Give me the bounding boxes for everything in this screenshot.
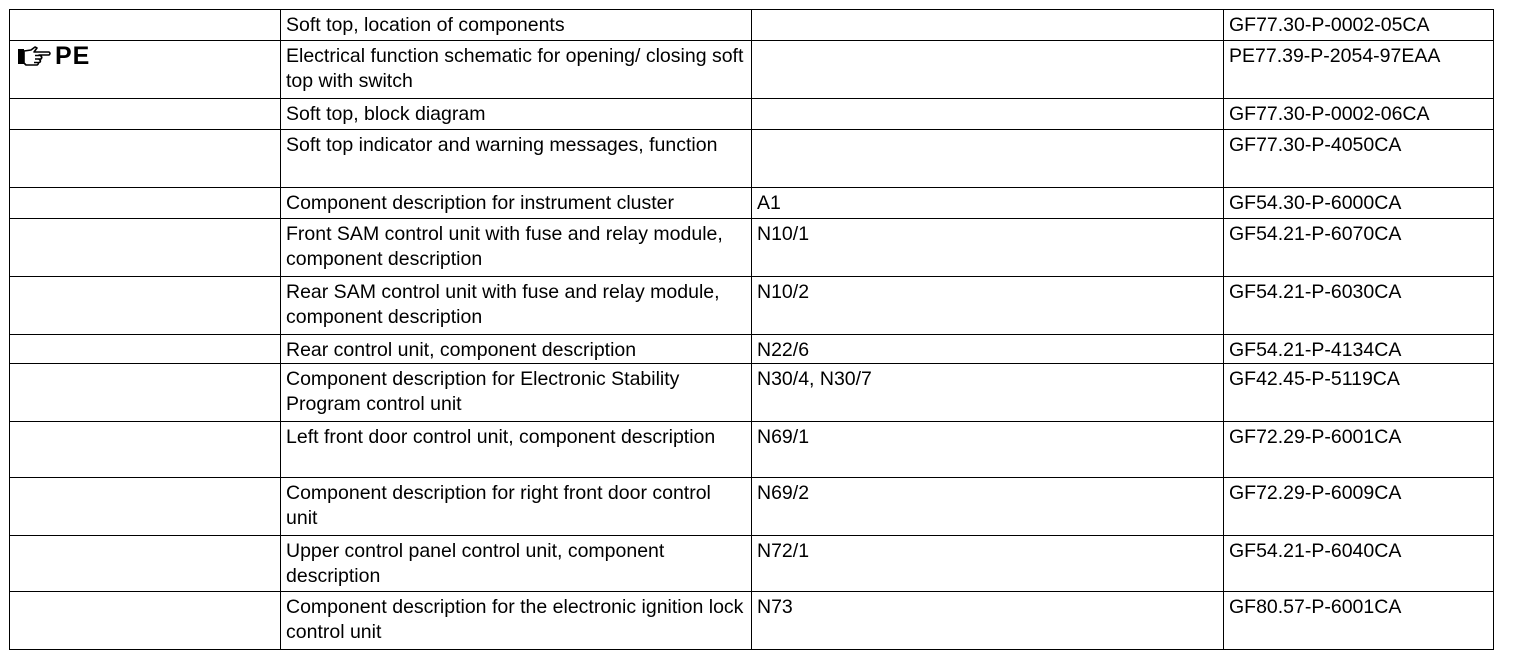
row-title: Soft top indicator and warning messages, function xyxy=(281,130,752,188)
row-reference[interactable]: GF42.45-P-5119CA xyxy=(1224,364,1494,422)
row-title: Upper control panel control unit, component description xyxy=(281,536,752,592)
pointing-hand-icon xyxy=(17,46,51,68)
row-reference[interactable]: GF72.29-P-6009CA xyxy=(1224,478,1494,536)
row-reference[interactable]: GF77.30-P-4050CA xyxy=(1224,130,1494,188)
table-row xyxy=(10,478,1494,536)
marker-cell xyxy=(10,536,281,592)
row-component: N30/4, N30/7 xyxy=(752,364,1224,422)
table-row xyxy=(10,10,1494,41)
row-component xyxy=(752,10,1224,41)
row-reference[interactable]: GF72.29-P-6001CA xyxy=(1224,422,1494,478)
row-reference[interactable]: GF54.30-P-6000CA xyxy=(1224,188,1494,219)
row-reference[interactable]: GF77.30-P-0002-06CA xyxy=(1224,99,1494,130)
table-row xyxy=(10,219,1494,277)
marker-cell xyxy=(10,335,281,364)
row-component: N72/1 xyxy=(752,536,1224,592)
row-reference[interactable]: GF54.21-P-6030CA xyxy=(1224,277,1494,335)
table-row xyxy=(10,592,1494,650)
marker-cell xyxy=(10,422,281,478)
row-component xyxy=(752,130,1224,188)
row-component: A1 xyxy=(752,188,1224,219)
marker-cell xyxy=(10,364,281,422)
row-title: Soft top, location of components xyxy=(281,10,752,41)
table-row xyxy=(10,277,1494,335)
table-row xyxy=(10,422,1494,478)
marker-cell xyxy=(10,10,281,41)
marker-cell xyxy=(10,478,281,536)
row-reference[interactable]: GF54.21-P-6040CA xyxy=(1224,536,1494,592)
table-row xyxy=(10,335,1494,364)
marker-cell xyxy=(10,219,281,277)
table-row xyxy=(10,130,1494,188)
table-row xyxy=(10,364,1494,422)
marker-cell xyxy=(10,277,281,335)
row-component: N73 xyxy=(752,592,1224,650)
row-title: Front SAM control unit with fuse and relay module, component description xyxy=(281,219,752,277)
row-title: Component description for the electronic ignition lock control unit xyxy=(281,592,752,650)
row-component xyxy=(752,41,1224,99)
row-component xyxy=(752,99,1224,130)
row-component: N10/1 xyxy=(752,219,1224,277)
row-reference[interactable]: GF54.21-P-6070CA xyxy=(1224,219,1494,277)
table-row xyxy=(10,188,1494,219)
marker-cell xyxy=(10,130,281,188)
row-component: N22/6 xyxy=(752,335,1224,364)
pe-marker-label: PE xyxy=(55,42,91,70)
row-title: Component description for instrument cluster xyxy=(281,188,752,219)
marker-cell xyxy=(10,592,281,650)
row-component: N10/2 xyxy=(752,277,1224,335)
row-title: Component description for Electronic Stability Program control unit xyxy=(281,364,752,422)
row-reference[interactable]: GF54.21-P-4134CA xyxy=(1224,335,1494,364)
row-title: Left front door control unit, component description xyxy=(281,422,752,478)
row-title: Rear SAM control unit with fuse and relay module, component description xyxy=(281,277,752,335)
table-row xyxy=(10,536,1494,592)
row-component: N69/1 xyxy=(752,422,1224,478)
row-title: Rear control unit, component description xyxy=(281,335,752,364)
table-row xyxy=(10,41,1494,99)
table-row xyxy=(10,99,1494,130)
row-reference[interactable]: PE77.39-P-2054-97EAA xyxy=(1224,41,1494,99)
row-title: Component description for right front door control unit xyxy=(281,478,752,536)
marker-cell xyxy=(10,99,281,130)
marker-cell xyxy=(10,188,281,219)
row-title: Electrical function schematic for opening/ closing soft top with switch xyxy=(281,41,752,99)
marker-cell xyxy=(10,41,281,99)
component-reference-table xyxy=(9,9,1494,650)
row-component: N69/2 xyxy=(752,478,1224,536)
row-reference[interactable]: GF80.57-P-6001CA xyxy=(1224,592,1494,650)
pe-marker xyxy=(15,44,90,69)
row-reference[interactable]: GF77.30-P-0002-05CA xyxy=(1224,10,1494,41)
row-title: Soft top, block diagram xyxy=(281,99,752,130)
